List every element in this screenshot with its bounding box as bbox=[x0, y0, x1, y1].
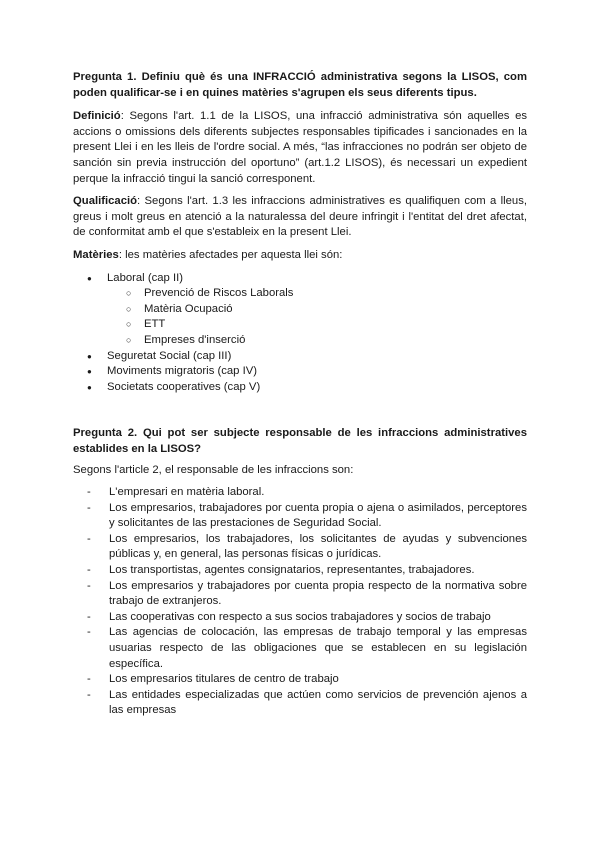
list-item: ● Societats cooperatives (cap V) bbox=[73, 380, 527, 396]
list-item: - Las cooperativas con respecto a sus socios trabajadores y socios de trabajo bbox=[73, 610, 527, 626]
list-item: - Los empresarios titulares de centro de trabajo bbox=[73, 672, 527, 688]
question-2-intro: Segons l'article 2, el responsable de les infraccions son: bbox=[73, 464, 354, 477]
list-item-label: Laboral (cap II) bbox=[107, 271, 183, 284]
materies-paragraph bbox=[73, 248, 527, 264]
list-item: - Las entidades especializadas que actúen como servicios de prevención ajenos a las empresas bbox=[73, 688, 527, 719]
list-item: ● Moviments migratoris (cap IV) bbox=[73, 364, 527, 380]
materies-label: Matèries bbox=[73, 248, 119, 261]
list-item: ● Seguretat Social (cap III) bbox=[73, 349, 527, 365]
question-1-title: Pregunta 1. Definiu què és una INFRACCIÓ administrativa segons la LISOS, com poden qualificar-se i en quines matèries s'agrupen els seus diferents tipus. bbox=[73, 71, 527, 99]
laboral-sublist bbox=[107, 286, 527, 348]
definicio-text: : Segons l'art. 1.1 de la LISOS, una infracció administrativa són aquelles es accions o omissions dels diferents subjectes responsables tipificades i sancionades en la present Llei i en les lleis de l'ordre social. A més, “las infracciones no podrán ser objeto de sanción sin previa instrucción del oportuno” (art.1.2 LISOS), és necessari un expedient perque la infracció tingui la sanció corresponent. bbox=[73, 110, 527, 185]
materies-list bbox=[73, 271, 527, 396]
question-2-title: Pregunta 2. Qui pot ser subjecte responsable de les infraccions administratives establides en la LISOS? bbox=[73, 427, 527, 455]
qualificacio-label: Qualificació bbox=[73, 195, 138, 208]
list-item: ○ Empreses d'inserció bbox=[107, 333, 527, 349]
definicio-label: Definició bbox=[73, 110, 121, 123]
responsables-list bbox=[73, 485, 527, 719]
list-item: ○ ETT bbox=[107, 317, 527, 333]
list-item: - Los empresarios, trabajadores por cuenta propia o ajena o asimilados, perceptores y solicitantes de las prestaciones de Seguridad Social. bbox=[73, 501, 527, 532]
list-item: ○ Prevenció de Riscos Laborals bbox=[107, 286, 527, 302]
list-item: - L'empresari en matèria laboral. bbox=[73, 485, 527, 501]
definicio-paragraph bbox=[73, 109, 527, 187]
list-item: - Las agencias de colocación, las empresas de trabajo temporal y las empresas usuarias respecto de las obligaciones que se establecen en su legislación específica. bbox=[73, 625, 527, 672]
qualificacio-text: : Segons l'art. 1.3 les infraccions administratives es qualifiquen com a lleus, greus i molt greus en atenció a la naturalessa del deure infringit i l'entitat del dret afectat, de conformitat amb el que s'estableix en la present Llei. bbox=[73, 195, 527, 239]
list-item: ○ Matèria Ocupació bbox=[107, 302, 527, 318]
list-item bbox=[73, 271, 527, 349]
list-item: - Los transportistas, agentes consignatarios, representantes, trabajadores. bbox=[73, 563, 527, 579]
list-item: - Los empresarios, los trabajadores, los solicitantes de ayudas y subvenciones públicas y, en general, las personas físicas o jurídicas. bbox=[73, 532, 527, 563]
qualificacio-paragraph bbox=[73, 194, 527, 241]
document-page bbox=[73, 70, 527, 719]
materies-text: : les matèries afectades per aquesta llei són: bbox=[118, 248, 343, 261]
list-item: - Los empresarios y trabajadores por cuenta propia respecto de la normativa sobre trabajo de extranjeros. bbox=[73, 579, 527, 610]
